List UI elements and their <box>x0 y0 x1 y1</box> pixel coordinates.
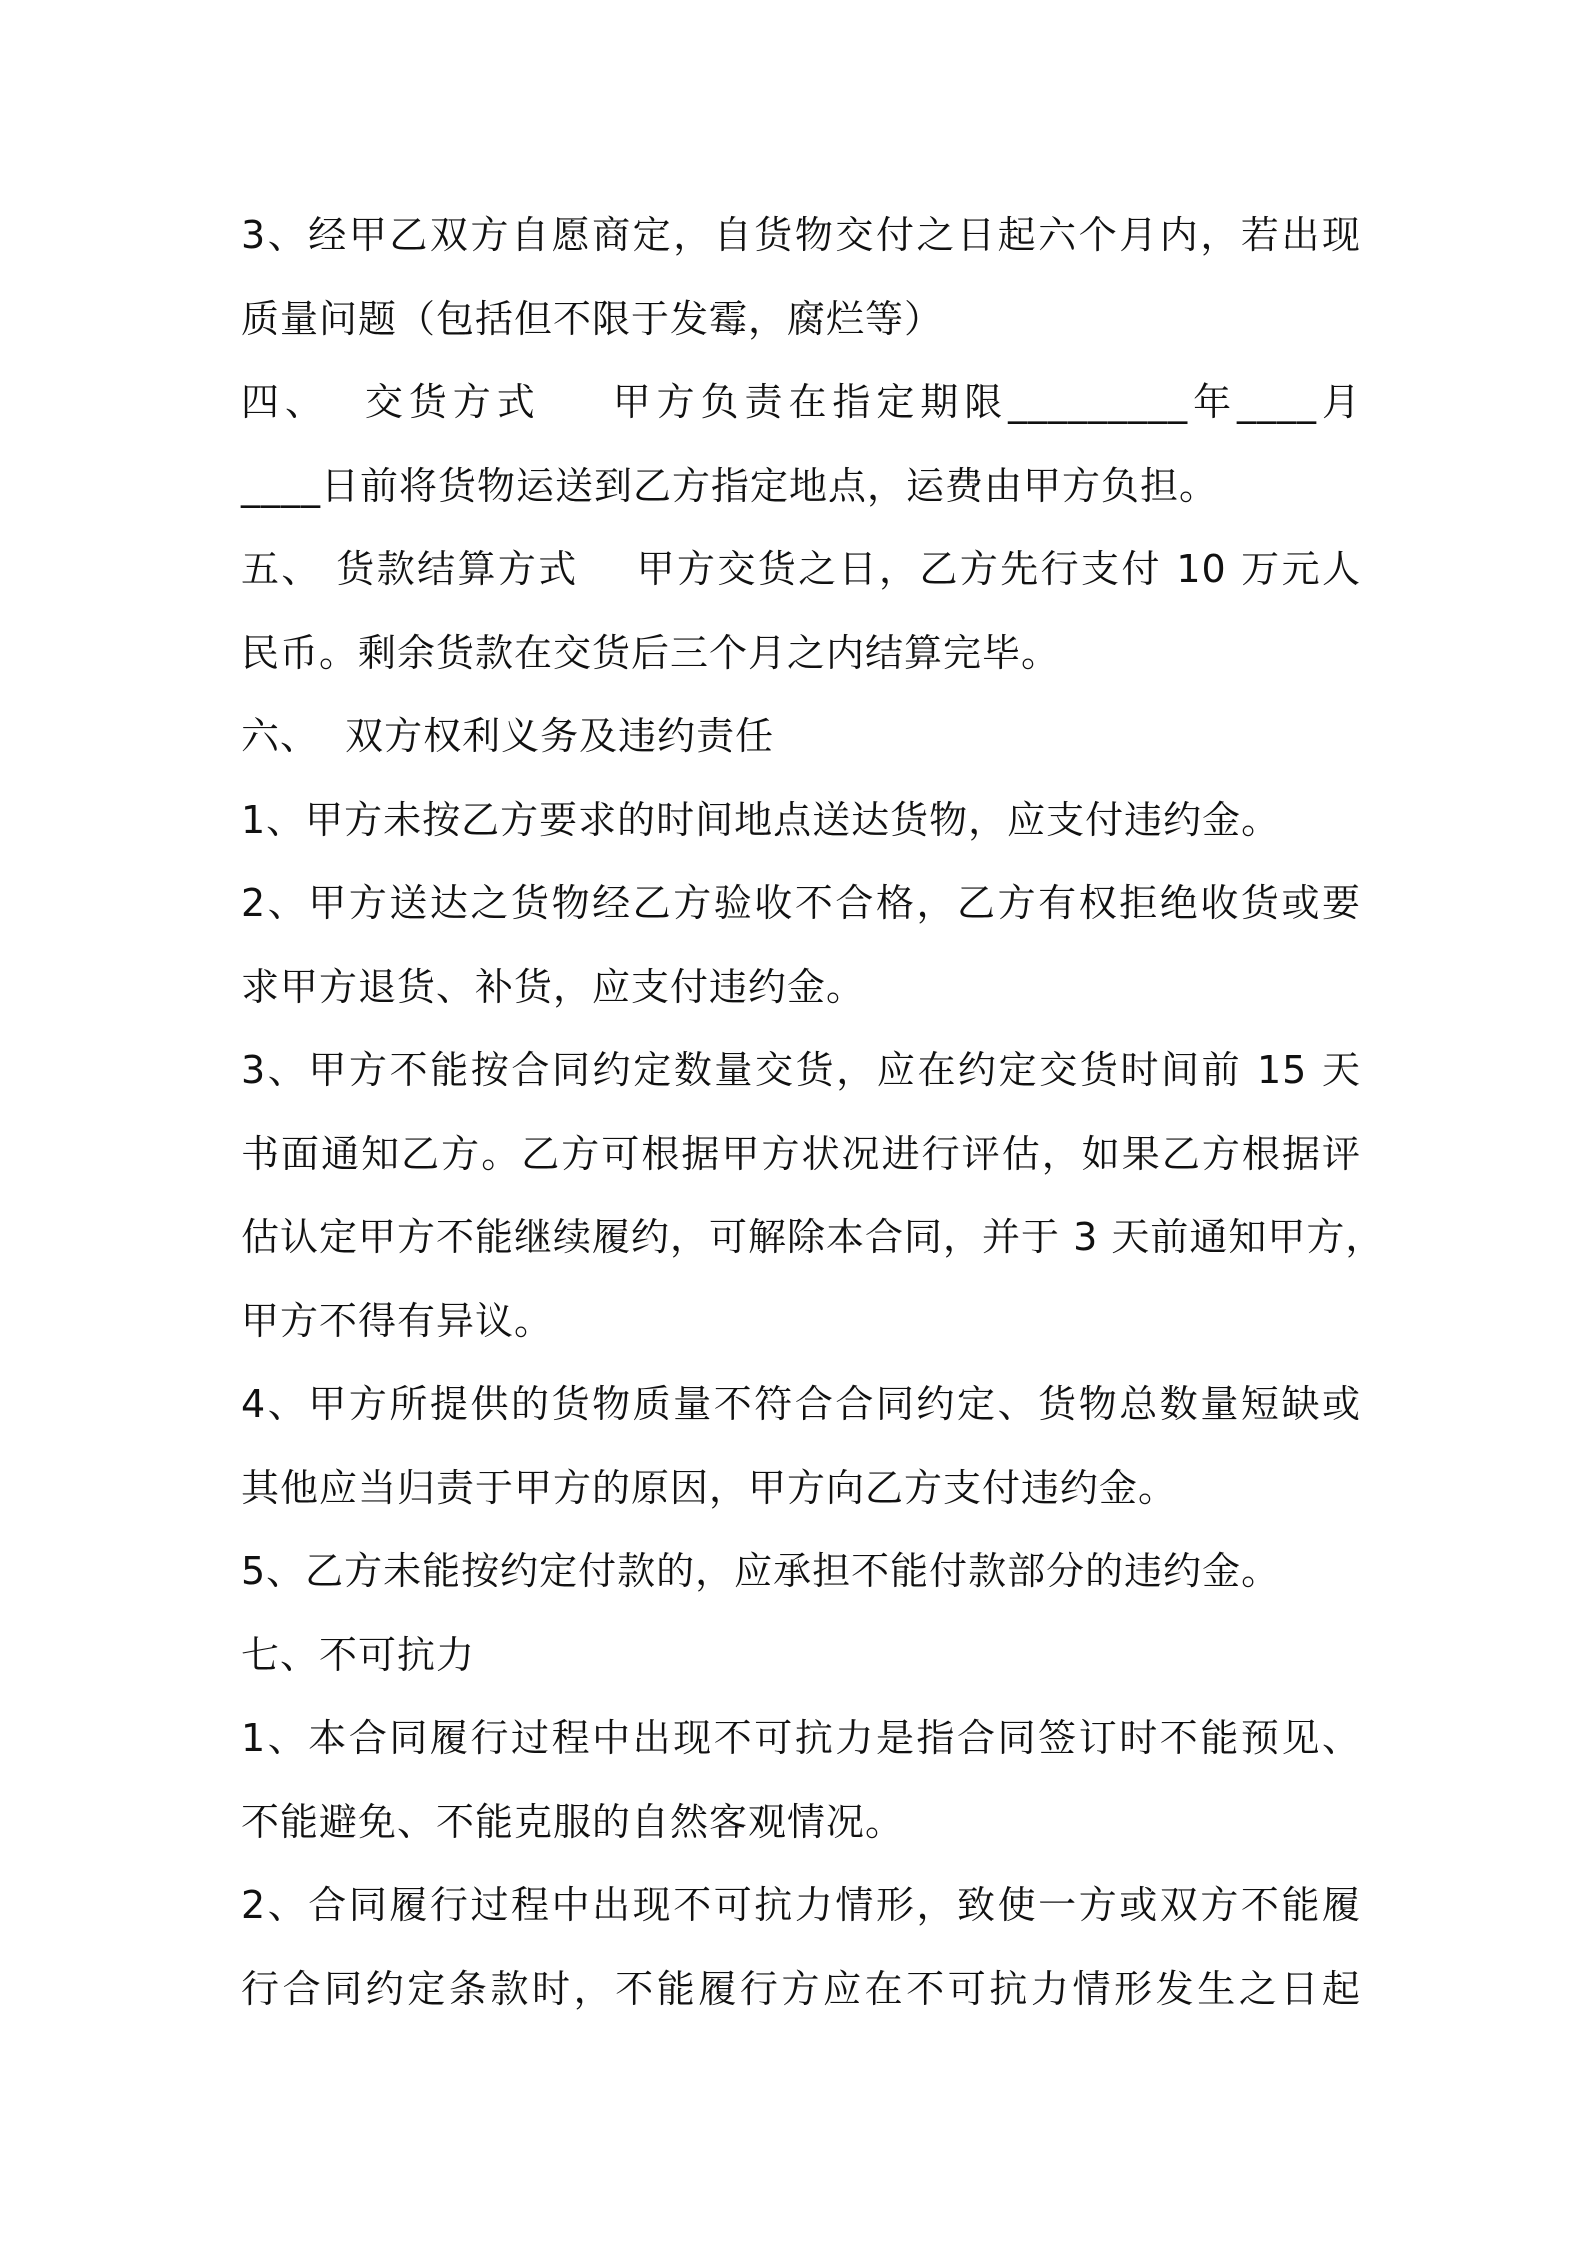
text-line-22: 行合同约定条款时，不能履行方应在不可抗力情形发生之日起 <box>241 1966 1361 2011</box>
section-heading-obligations: 六、 双方权利义务及违约责任 <box>241 714 775 758</box>
text-line-10: 求甲方退货、补货，应支付违约金。 <box>241 964 866 1009</box>
section-heading-force-majeure: 七、不可抗力 <box>241 1632 476 1677</box>
text-line-9: 2、甲方送达之货物经乙方验收不合格，乙方有权拒绝收货或要 <box>241 881 1361 925</box>
section-heading-payment: 五、 货款结算方式 甲方交货之日，乙方先行支付 10 万元人 <box>241 547 1361 591</box>
text-line-1: 3、经甲乙双方自愿商定，自货物交付之日起六个月内，若出现 <box>241 213 1361 257</box>
contract-text-body <box>241 194 1385 2031</box>
text-line-6: 民币。剩余货款在交货后三个月之内结算完毕。 <box>241 630 1061 675</box>
text-line-20: 不能避免、不能克服的自然客观情况。 <box>241 1799 905 1844</box>
text-line-11: 3、甲方不能按合同约定数量交货，应在约定交货时间前 15 天 <box>241 1048 1361 1092</box>
text-line-4: ____日前将货物运送到乙方指定地点，运费由甲方负担。 <box>241 463 1219 508</box>
section-heading-delivery: 四、 交货方式 甲方负责在指定期限_________年____月 <box>241 380 1361 424</box>
text-line-19: 1、本合同履行过程中出现不可抗力是指合同签订时不能预见、 <box>241 1716 1361 1760</box>
text-line-12: 书面通知乙方。乙方可根据甲方状况进行评估，如果乙方根据评 <box>241 1131 1361 1176</box>
text-line-21: 2、合同履行过程中出现不可抗力情形，致使一方或双方不能履 <box>241 1883 1361 1927</box>
text-line-13: 估认定甲方不能继续履约，可解除本合同，并于 3 天前通知甲方， <box>241 1215 1385 1259</box>
text-line-15: 4、甲方所提供的货物质量不符合合同约定、货物总数量短缺或 <box>241 1382 1361 1426</box>
text-line-14: 甲方不得有异议。 <box>241 1298 554 1343</box>
text-line-16: 其他应当归责于甲方的原因，甲方向乙方支付违约金。 <box>241 1465 1178 1510</box>
text-line-8: 1、甲方未按乙方要求的时间地点送达货物，应支付违约金。 <box>241 797 1281 842</box>
text-line-2: 质量问题（包括但不限于发霉，腐烂等） <box>241 296 944 341</box>
text-line-17: 5、乙方未能按约定付款的，应承担不能付款部分的违约金。 <box>241 1549 1281 1593</box>
